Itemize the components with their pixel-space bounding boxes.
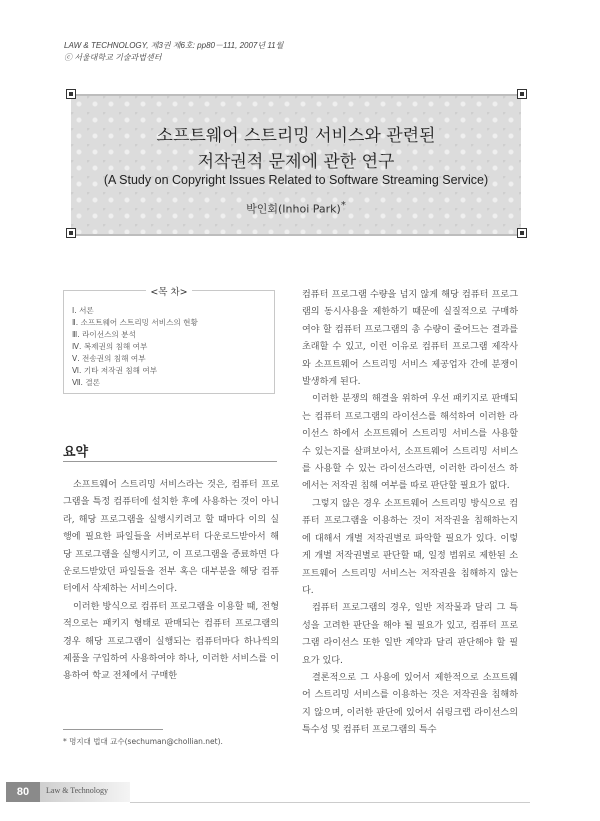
toc-item: Ⅶ. 결론 [72, 378, 101, 387]
journal-header [64, 40, 283, 64]
abstract-heading: 요약 [63, 445, 89, 460]
footnote-divider [63, 729, 163, 730]
publisher-line: ⓒ 서울대학교 기술과법센터 [64, 53, 162, 62]
footer-journal-name: Law & Technology [46, 786, 108, 795]
title-korean-line1: 소프트웨어 스트리밍 서비스와 관련된 [156, 126, 436, 146]
journal-citation: LAW & TECHNOLOGY, 제3권 제6호: pp80－111, 2007년 11월 [64, 41, 284, 50]
abstract-paragraph: 컴퓨터 프로그램의 경우, 일반 저작물과 달리 그 특성을 고려한 판단을 해야 될 필요가 있고, 컴퓨터 프로그램 라이선스 또한 일반 계약과 달리 판단해야 할 필요가 있다. [302, 603, 518, 666]
abstract-paragraph: 그렇지 않은 경우 소프트웨어 스트리밍 방식으로 컴퓨터 프로그램을 이용하는 것이 저작권을 침해하는지에 대해서 개별 저작권별로 파악할 필요가 있다. 이렇게 개별 저작권별로 판단할 때, 일정 범위로 제한된 소프트웨어 스트리밍 서비스는 저작권을 침해하지 않는다. [302, 498, 518, 596]
title-english: (A Study on Copyright Issues Related to Software Streaming Service) [103, 173, 489, 187]
toc-item: Ⅰ. 서론 [72, 306, 94, 315]
toc-item: Ⅵ. 기타 저작권 침해 여부 [72, 366, 158, 375]
abstract-right-column [302, 287, 518, 740]
abstract-paragraph: 이러한 분쟁의 해결을 위하여 우선 패키지로 판매되는 컴퓨터 프로그램의 라이선스를 해석하여 이러한 라이선스 하에서 소프트웨어 스트리밍 서비스를 사용할 수 있는지를 살펴보아서, 소프트웨어 스트리밍 서비스를 사용할 수 있는 라이선스라면, 이러한 라이선스 하에서는 저작권 침해 여부를 따로 판단할 필요가 없다. [302, 394, 518, 492]
toc-item: Ⅱ. 소프트웨어 스트리밍 서비스의 현황 [72, 318, 198, 327]
abstract-paragraph: 이러한 방식으로 컴퓨터 프로그램을 이용할 때, 전형적으로는 패키지 형태로 판매되는 컴퓨터 프로그램의 경우 해당 프로그램이 실행되는 컴퓨터마다 하나씩의 제품을 구입하여 사용하여야 하나, 이러한 서비스를 이용하여 학교 전체에서 구매한 [63, 601, 279, 682]
footer-rule [130, 802, 530, 803]
abstract-paragraph: 결론적으로 그 사용에 있어서 제한적으로 소프트웨어 스트리밍 서비스를 이용하는 것은 저작권을 침해하지 않으며, 이러한 판단에 있어서 쉬링크랩 라이선스의 특수성 및 컴퓨터 프로그램의 특수 [302, 672, 518, 736]
abstract-divider [63, 461, 277, 462]
toc-list [72, 305, 198, 389]
corner-ornament [517, 89, 527, 99]
abstract-paragraph: 소프트웨어 스트리밍 서비스라는 것은, 컴퓨터 프로그램을 특정 컴퓨터에 설치한 후에 사용하는 것이 아니라, 해당 프로그램을 실행시키려고 할 때마다 이의 실행에 필요한 파일들을 서버로부터 다운로드받아서 해당 프로그램을 실행시키고, 이 프로그램을 종료하면 다운로드받았던 파일들을 전부 혹은 대부분을 해당 컴퓨터에서 삭제하는 서비스이다. [63, 480, 279, 595]
abstract-left-column [63, 477, 279, 686]
abstract-paragraph: 컴퓨터 프로그램 수량을 넘지 않게 해당 컴퓨터 프로그램의 동시사용을 제한하기 때문에 실질적으로 구매하여야 할 컴퓨터 프로그램의 총 수량이 줄어드는 결과를 초래할 수 있고, 이런 이유로 컴퓨터 프로그램 제작사와 소프트웨어 스트리밍 서비스 제공업자 간에 분쟁이 발생하게 된다. [302, 290, 518, 388]
author-footnote-mark: * [340, 200, 346, 211]
author-name: 박인회(Inhoi Park) [246, 202, 341, 216]
title-korean-line2: 저작권적 문제에 관한 연구 [197, 152, 395, 172]
page-number: 80 [6, 782, 40, 802]
author-line [71, 200, 521, 217]
author-footnote: * 명지대 법대 교수(sechuman@chollian.net). [63, 737, 223, 746]
corner-ornament [66, 228, 76, 238]
corner-ornament [517, 228, 527, 238]
toc-title: <목 차> [63, 284, 275, 298]
toc-item: Ⅲ. 라이선스의 분석 [72, 330, 136, 339]
corner-ornament [66, 89, 76, 99]
toc-item: Ⅴ. 전송권의 침해 여부 [72, 354, 146, 363]
toc-item: Ⅳ. 복제권의 침해 여부 [72, 342, 148, 351]
